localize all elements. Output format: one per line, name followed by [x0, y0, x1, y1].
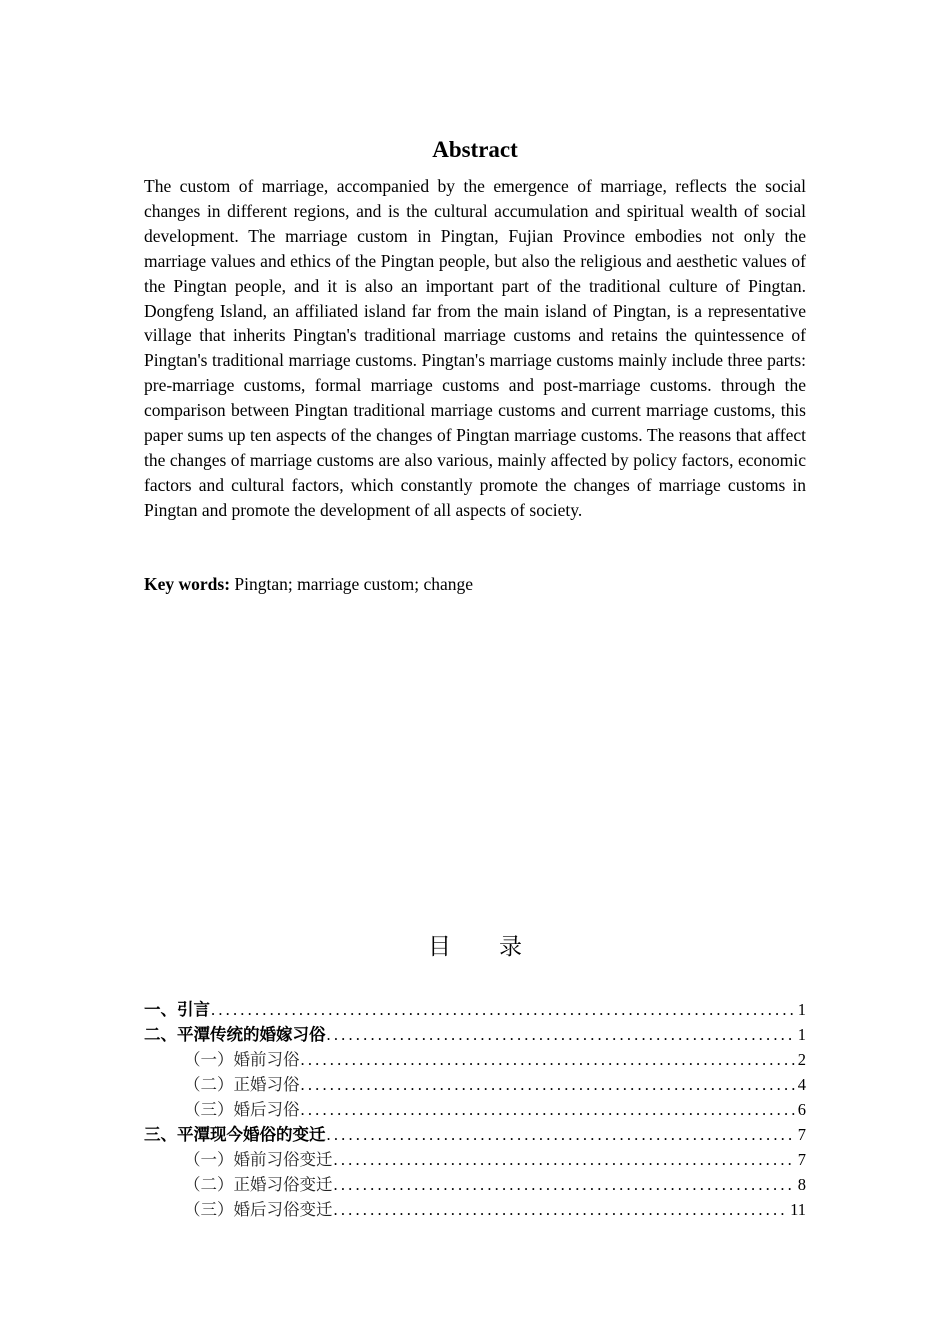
toc-entry-page: 2: [797, 1050, 806, 1069]
toc-entry-label: 二、平潭传统的婚嫁习俗: [144, 1025, 326, 1044]
keywords-line: [144, 572, 806, 597]
toc-entry-pre-marriage[interactable]: [144, 1047, 806, 1072]
toc-entry-post-marriage[interactable]: [144, 1097, 806, 1122]
toc-entry-page: 6: [797, 1100, 806, 1119]
toc-entry-label: （二）正婚习俗变迁: [184, 1175, 333, 1194]
toc-entry-label: 一、引言: [144, 1000, 210, 1019]
toc-dot-leader: [327, 1122, 796, 1147]
toc-title-char-2: 录: [499, 934, 522, 960]
toc-title: [144, 932, 806, 962]
toc-entry-page: 11: [790, 1200, 806, 1219]
toc-dot-leader: [301, 1072, 796, 1097]
toc-entry-label: （三）婚后习俗变迁: [184, 1200, 333, 1219]
toc-entry-pre-marriage-changes[interactable]: [144, 1147, 806, 1172]
toc-entry-page: 7: [797, 1125, 806, 1144]
toc-entry-current-changes[interactable]: [144, 1122, 806, 1147]
toc-dot-leader: [334, 1147, 796, 1172]
abstract-title: Abstract: [432, 137, 518, 162]
toc-entry-page: 8: [797, 1175, 806, 1194]
toc-entry-post-marriage-changes[interactable]: [144, 1197, 806, 1222]
toc-entry-label: （二）正婚习俗: [184, 1075, 300, 1094]
toc-dot-leader: [327, 1022, 796, 1047]
keywords-text: Pingtan; marriage custom; change: [230, 574, 474, 594]
toc-entry-page: 4: [797, 1075, 806, 1094]
toc-title-char-1: 目: [428, 934, 451, 960]
toc-entry-label: （三）婚后习俗: [184, 1100, 300, 1119]
toc-dot-leader: [211, 997, 796, 1022]
toc-entry-label: 三、平潭现今婚俗的变迁: [144, 1125, 326, 1144]
toc-dot-leader: [301, 1047, 796, 1072]
toc-entry-traditional-customs[interactable]: [144, 1022, 806, 1047]
toc-entry-label: （一）婚前习俗变迁: [184, 1150, 333, 1169]
toc-entry-page: 7: [797, 1150, 806, 1169]
keywords-label: Key words:: [144, 574, 231, 594]
table-of-contents: [144, 997, 806, 1222]
toc-entry-formal-marriage[interactable]: [144, 1072, 806, 1097]
toc-entry-formal-marriage-changes[interactable]: [144, 1172, 806, 1197]
toc-dot-leader: [301, 1097, 796, 1122]
toc-entry-page: 1: [797, 1025, 806, 1044]
toc-dot-leader: [334, 1197, 789, 1222]
abstract-body: The custom of marriage, accompanied by the emergence of marriage, reflects the social changes in different regions, and is the cultural accumulation and spiritual wealth of social development. The marriage custom in Pingtan, Fujian Province embodies not only the marriage values and ethics of the Pingtan people, but also the religious and aesthetic values of the Pingtan people, and it is also an important part of the traditional culture of Pingtan. Dongfeng Island, an affiliated island far from the main island of Pingtan, is a representative village that inherits Pingtan's traditional marriage customs and retains the quintessence of Pingtan's traditional marriage customs. Pingtan's marriage customs mainly include three parts: pre-marriage customs, formal marriage customs and post-marriage customs. through the comparison between Pingtan traditional marriage customs and current marriage customs, this paper sums up ten aspects of the changes of Pingtan marriage customs. The reasons that affect the changes of marriage customs are also various, mainly affected by policy factors, economic factors and cultural factors, which constantly promote the changes of marriage customs in Pingtan and promote the development of all aspects of society.: [144, 176, 806, 520]
toc-dot-leader: [334, 1172, 796, 1197]
toc-entry-label: （一）婚前习俗: [184, 1050, 300, 1069]
toc-entry-introduction[interactable]: [144, 997, 806, 1022]
toc-entry-page: 1: [797, 1000, 806, 1019]
